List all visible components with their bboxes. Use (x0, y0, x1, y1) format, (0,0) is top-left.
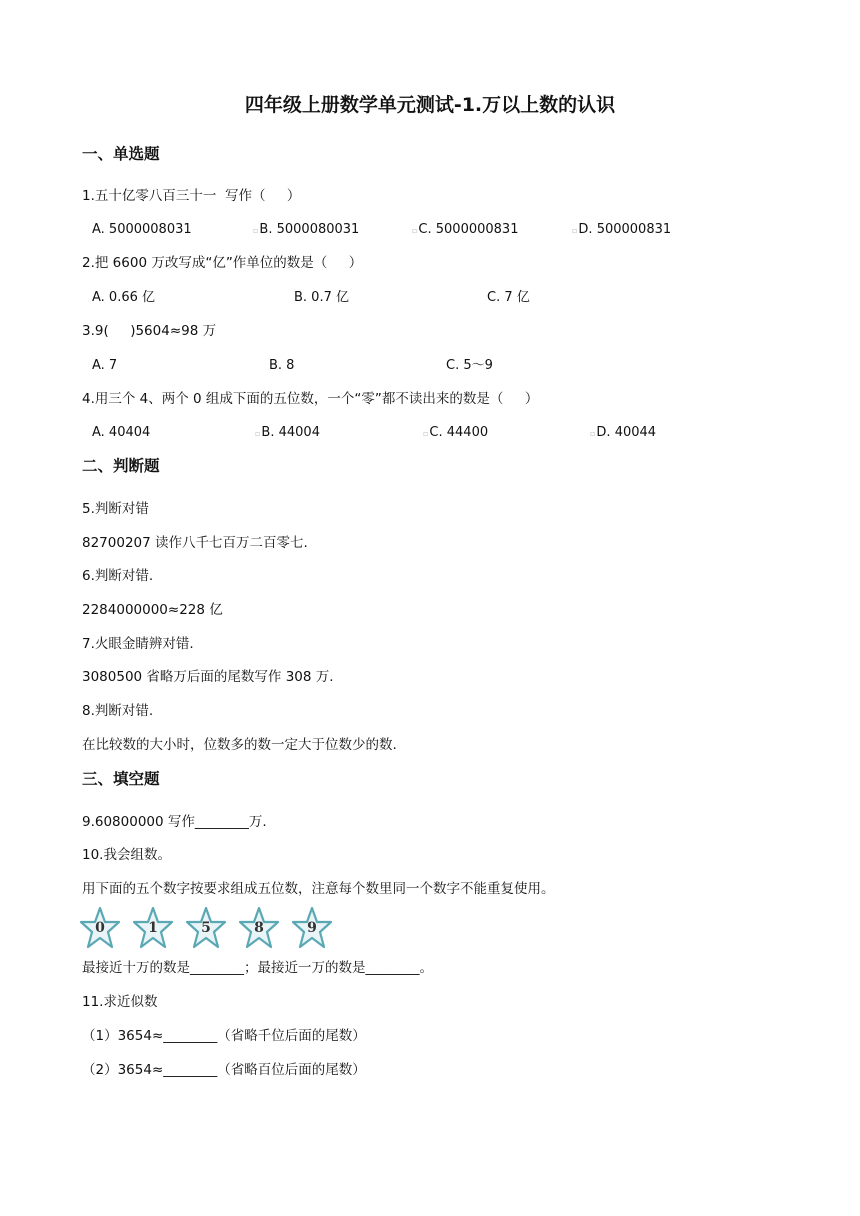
q2-option-c: C. 7 亿 (487, 290, 530, 305)
question-10-body: 用下面的五个数字按要求组成五位数，注意每个数里同一个数字不能重复使用。 (82, 881, 555, 897)
question-6-body: 2284000000≈228 亿 (82, 602, 223, 618)
q4-option-a: A. 40404 (92, 425, 151, 440)
star-digit-1: 1 (133, 906, 173, 950)
option-marker-icon: ▫ (572, 226, 578, 235)
question-3-stem: 3.9( )5604≈98 万 (82, 323, 217, 339)
option-marker-icon: ▫ (253, 226, 259, 235)
question-5-stem: 5.判断对错 (82, 501, 149, 517)
q2-option-a: A. 0.66 亿 (92, 290, 156, 305)
question-5-body: 82700207 读作八千七百万二百零七. (82, 535, 308, 551)
section-heading-single-choice: 一、单选题 (82, 145, 160, 163)
option-marker-icon: ▫ (590, 429, 596, 438)
question-7-stem: 7.火眼金睛辨对错. (82, 636, 194, 652)
question-7-body: 3080500 省略万后面的尾数写作 308 万. (82, 669, 334, 685)
question-10-stem: 10.我会组数。 (82, 847, 171, 863)
q2-option-b: B. 0.7 亿 (294, 290, 349, 305)
option-marker-icon: ▫ (423, 429, 429, 438)
option-marker-icon: ▫ (255, 429, 261, 438)
question-8-body: 在比较数的大小时，位数多的数一定大于位数少的数. (82, 737, 397, 753)
star-digit-9: 9 (292, 906, 332, 950)
q1-option-c: ▫C. 5000000831 (412, 222, 519, 237)
section-heading-fill-blank: 三、填空题 (82, 770, 160, 788)
star-digit-0: 0 (80, 906, 120, 950)
star-digit-8: 8 (239, 906, 279, 950)
question-1-stem: 1.五十亿零八百三十一 写作（ ） (82, 188, 301, 204)
question-6-stem: 6.判断对错. (82, 568, 154, 584)
section-heading-true-false: 二、判断题 (82, 457, 160, 475)
q4-option-c: ▫C. 44400 (423, 425, 489, 440)
option-marker-icon: ▫ (412, 226, 418, 235)
q4-option-d: ▫D. 40044 (590, 425, 657, 440)
question-2-stem: 2.把 6600 万改写成“亿”作单位的数是（ ） (82, 255, 363, 271)
question-11-item-2: （2）3654≈________（省略百位后面的尾数） (82, 1062, 366, 1078)
q1-option-d: ▫D. 500000831 (572, 222, 672, 237)
q1-option-a: A. 5000008031 (92, 222, 192, 237)
question-11-item-1: （1）3654≈________（省略千位后面的尾数） (82, 1028, 366, 1044)
question-9-stem: 9.60800000 写作________万. (82, 814, 267, 830)
q3-option-c: C. 5～9 (446, 358, 493, 373)
star-digit-5: 5 (186, 906, 226, 950)
question-11-stem: 11.求近似数 (82, 994, 158, 1010)
q4-option-b: ▫B. 44004 (255, 425, 320, 440)
question-8-stem: 8.判断对错. (82, 703, 154, 719)
page-title: 四年级上册数学单元测试-1.万以上数的认识 (244, 94, 616, 116)
question-4-stem: 4.用三个 4、两个 0 组成下面的五位数，一个“零”都不读出来的数是（ ） (82, 391, 539, 407)
q3-option-b: B. 8 (269, 358, 295, 373)
q3-option-a: A. 7 (92, 358, 118, 373)
q1-option-b: ▫B. 5000080031 (253, 222, 360, 237)
question-10-answer: 最接近十万的数是________；最接近一万的数是________。 (82, 960, 433, 976)
